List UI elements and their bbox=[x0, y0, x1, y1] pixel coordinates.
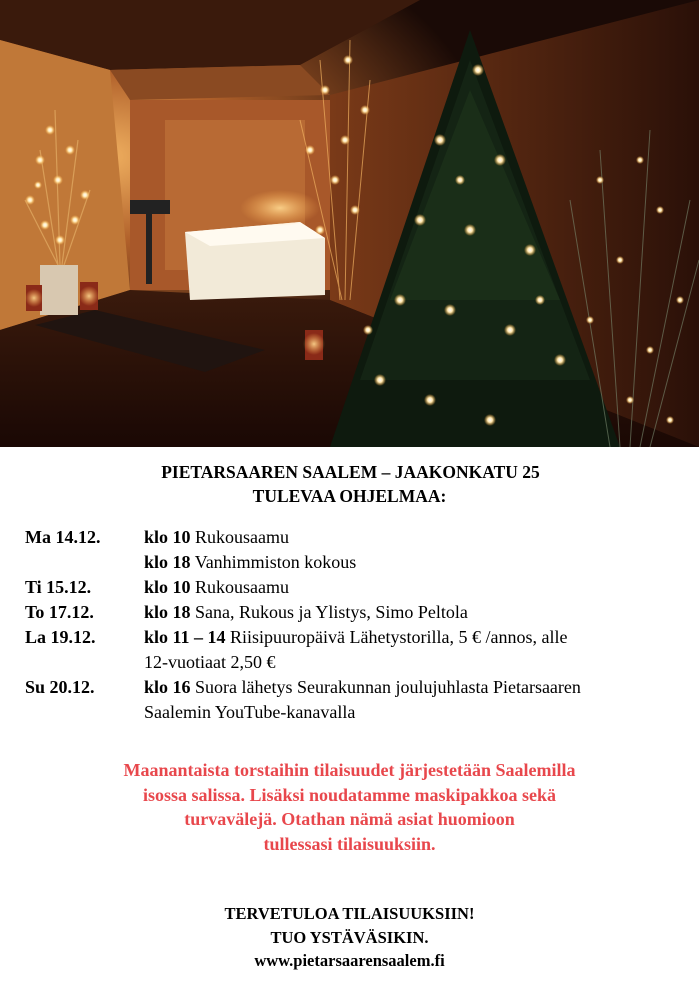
website-link[interactable]: www.pietarsaarensaalem.fi bbox=[254, 951, 445, 970]
schedule-day: Ma 14.12. bbox=[25, 527, 101, 547]
schedule-row bbox=[25, 575, 685, 600]
entry-time: klo 10 bbox=[144, 577, 191, 597]
schedule-day: Ti 15.12. bbox=[25, 577, 92, 597]
schedule-entry bbox=[25, 525, 685, 550]
entry-text: Rukousaamu bbox=[190, 577, 290, 597]
schedule-row bbox=[25, 600, 685, 625]
entry-time: klo 16 bbox=[144, 677, 191, 697]
entry-time: klo 18 bbox=[144, 602, 191, 622]
schedule-row bbox=[25, 675, 685, 725]
notice-line: tullessasi tilaisuuksiin. bbox=[263, 833, 436, 854]
entry-text: Riisipuuropäivä Lähetystorilla, 5 € /annos, alle bbox=[225, 627, 568, 647]
schedule-entry bbox=[25, 550, 685, 575]
invite-text: TUO YSTÄVÄSIKIN. bbox=[270, 927, 429, 947]
schedule-entry bbox=[25, 575, 685, 600]
schedule-day: La 19.12. bbox=[25, 627, 96, 647]
schedule-row bbox=[25, 525, 685, 575]
notice-line: turvavälejä. Otathan nämä asiat huomioon bbox=[184, 809, 515, 829]
program-header bbox=[0, 460, 699, 508]
schedule-entry bbox=[25, 600, 685, 625]
entry-time: klo 11 – 14 bbox=[144, 627, 226, 647]
header-title: PIETARSAAREN SAALEM – JAAKONKATU 25 bbox=[161, 462, 540, 482]
entry-time: klo 18 bbox=[144, 552, 191, 572]
christmas-hall-photo bbox=[0, 0, 699, 447]
entry-time: klo 10 bbox=[144, 527, 191, 547]
notice-line: isossa salissa. Lisäksi noudatamme maskipakkoa sekä bbox=[142, 784, 557, 805]
notice-line: Maanantaista torstaihin tilaisuudet järjestetään Saalemilla bbox=[123, 760, 576, 780]
schedule-entry-continuation: 12-vuotiaat 2,50 € bbox=[144, 652, 276, 672]
schedule-entry bbox=[25, 675, 685, 700]
entry-text: Suora lähetys Seurakunnan joulujuhlasta Pietarsaaren bbox=[190, 677, 581, 697]
schedule-entry-continuation: Saalemin YouTube-kanavalla bbox=[144, 702, 356, 722]
schedule-row bbox=[25, 625, 685, 675]
schedule-entry bbox=[25, 625, 685, 650]
covid-notice bbox=[0, 758, 699, 856]
header-subtitle: TULEVAA OHJELMAA: bbox=[252, 486, 447, 506]
welcome-text: TERVETULOA TILAISUUKSIIN! bbox=[224, 904, 475, 923]
schedule-list bbox=[25, 525, 685, 725]
schedule-day: To 17.12. bbox=[25, 602, 94, 622]
entry-text: Rukousaamu bbox=[190, 527, 290, 547]
entry-text: Sana, Rukous ja Ylistys, Simo Peltola bbox=[190, 602, 468, 622]
schedule-day: Su 20.12. bbox=[25, 677, 95, 697]
welcome-footer bbox=[0, 902, 699, 973]
entry-text: Vanhimmiston kokous bbox=[190, 552, 357, 572]
